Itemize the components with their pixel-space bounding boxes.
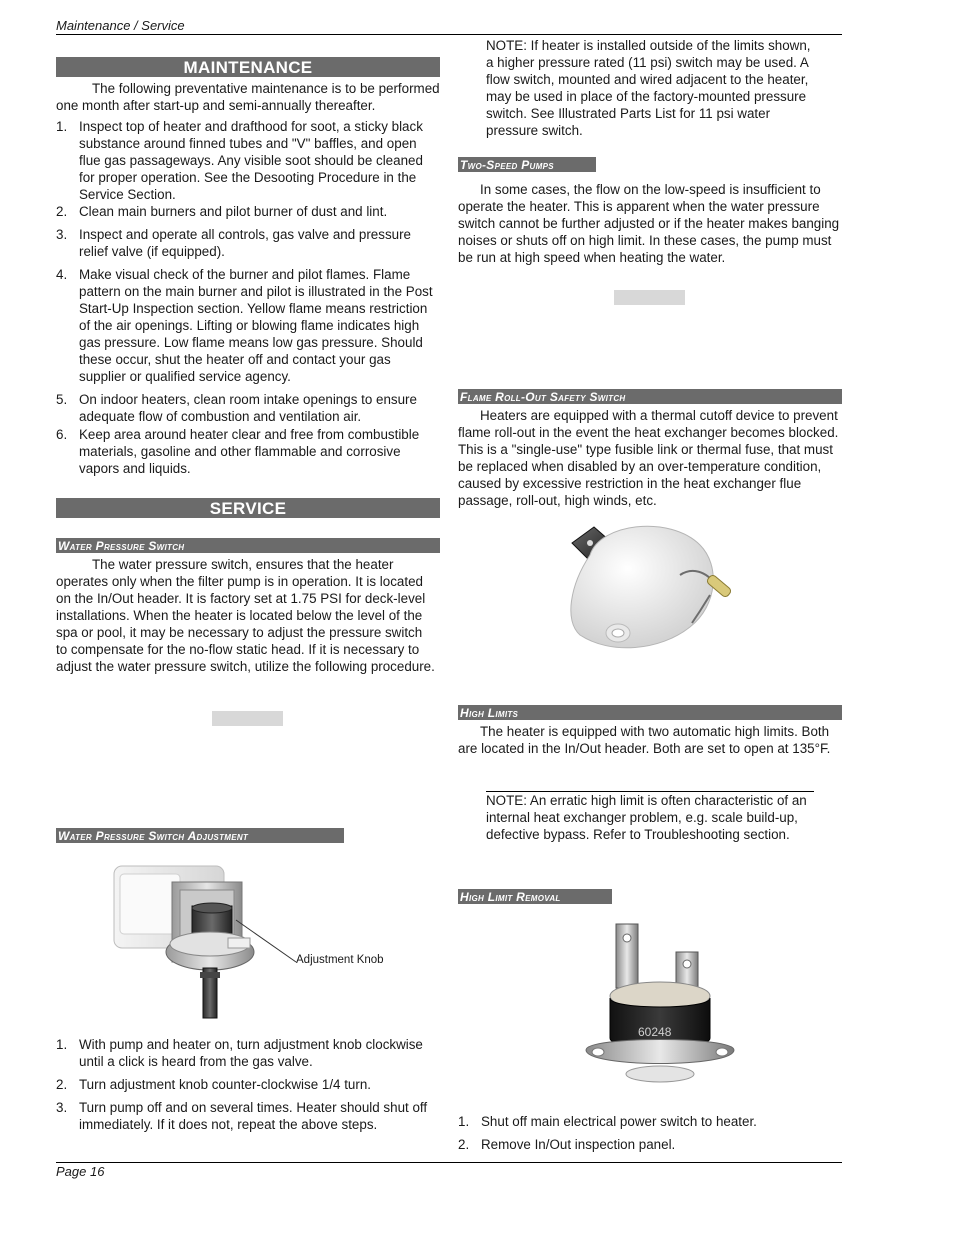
high-limit-part-label: 60248 (638, 1025, 672, 1039)
maintenance-steps (56, 118, 440, 477)
adjustment-knob-caption: Adjustment Knob (296, 954, 384, 966)
maintenance-section (56, 80, 440, 477)
maintenance-heading: MAINTENANCE (56, 57, 440, 77)
placeholder-box (614, 290, 685, 305)
flame-rollout-heading: Flame Roll-Out Safety Switch (458, 389, 842, 404)
adjustment-heading: Water Pressure Switch Adjustment (56, 828, 344, 843)
adjustment-steps-section (56, 1036, 440, 1133)
list-item: 5. On indoor heaters, clean room intake openings to ensure adequate flow of combustion and ventilation air. (56, 392, 417, 424)
service-heading: SERVICE (56, 498, 440, 518)
flame-rollout-section (458, 407, 842, 509)
high-limit-removal-steps-section (458, 1113, 842, 1153)
two-speed-section (458, 181, 842, 266)
high-limit-figure (580, 918, 740, 1088)
water-pressure-switch-body: The water pressure switch, ensures that the heater operates only when the filter pump is in operation. It is located on the In/Out header. It is factory set at 1.75 PSI for deck-level installations. When the heater is located below the level of the spa or pool, it may be necessary to adjust the pressure switch to compensate for the no-flow static head. If it is necessary to adjust the water pressure switch, utilize the following procedure. (56, 557, 435, 674)
list-item: 3. Inspect and operate all controls, gas valve and pressure relief valve (if equipped). (56, 227, 411, 259)
high-limit-removal-heading: High Limit Removal (458, 889, 612, 904)
rollout-switch-figure (560, 515, 760, 665)
maintenance-intro: The following preventative maintenance is to be performed one month after start-up and semi-annually thereafter. (56, 81, 440, 113)
list-item: 1. Shut off main electrical power switch to heater. (458, 1114, 757, 1129)
high-limits-section (458, 723, 842, 757)
two-speed-heading: Two-Speed Pumps (458, 157, 596, 172)
pressure-note: NOTE: If heater is installed outside of the limits shown, a higher pressure rated (11 psi) switch may be used. A flow switch, mounted and wired adjacent to the heater, may be used in place of the factory-mounted pressure switch. See Illustrated Parts List for 11 psi water pressure switch. (486, 38, 811, 138)
header-rule (56, 34, 842, 35)
high-limit-illustration (580, 918, 740, 1088)
list-item: 4. Make visual check of the burner and pilot flames. Flame pattern on the main burner and pilot is illustrated in the Post Start-Up Inspection section. Yellow flame means restriction of the air openings. Lifting or blowing flame indicates high gas pressure. Low flame means low gas pressure. Should these occur, shut the heater off and contact your gas supplier or qualified service agency. (56, 267, 433, 384)
list-item: 2. Remove In/Out inspection panel. (458, 1137, 676, 1152)
list-item: 6. Keep area around heater clear and free from combustible materials, gasoline and other flammable and corrosive vapors and liquids. (56, 427, 420, 476)
page-number: Page 16 (56, 1164, 105, 1179)
placeholder-box (212, 711, 283, 726)
high-limits-heading: High Limits (458, 705, 842, 720)
pressure-switch-illustration (110, 860, 410, 1025)
flame-rollout-body: Heaters are equipped with a thermal cutoff device to prevent flame roll-out in the event the heat exchanger becomes blocked. This is a "single-use" type fusible link or thermal fuse, that must be replaced when disabled by an over-temperature condition, caused by excessive restriction in the heat exchanger flue passage, roll-out, high winds, etc. (458, 408, 839, 508)
water-pressure-switch-section (56, 556, 436, 675)
list-item: 2. Turn adjustment knob counter-clockwise 1/4 turn. (56, 1077, 372, 1092)
pressure-switch-figure (110, 860, 410, 1025)
list-item: 3. Turn pump off and on several times. Heater should shut off immediately. If it does not, repeat the above steps. (56, 1100, 428, 1132)
two-speed-body: In some cases, the flow on the low-speed is insufficient to operate the heater. This is apparent when the water pressure switch cannot be further adjusted or if the heater makes banging noises or shuts off on high limit. In these cases, the pump must be run at high speed when heating the water. (458, 182, 840, 265)
list-item: 1. With pump and heater on, turn adjustment knob clockwise until a click is heard from the gas valve. (56, 1037, 423, 1069)
rollout-switch-illustration (560, 515, 760, 665)
list-item: 2. Clean main burners and pilot burner of dust and lint. (56, 204, 388, 219)
high-limits-body: The heater is equipped with two automatic high limits. Both are located in the In/Out header. Both are set to open at 135°F. (458, 724, 831, 756)
high-limits-note: NOTE: An erratic high limit is often characteristic of an internal heat exchanger problem, e.g. scale build-up, defective bypass. Refer to Troubleshooting section. (486, 793, 807, 842)
water-pressure-switch-heading: Water Pressure Switch (56, 538, 440, 553)
adjustment-steps (56, 1036, 440, 1133)
high-limit-removal-steps (458, 1113, 842, 1153)
running-header: Maintenance / Service (56, 18, 185, 33)
footer-rule (56, 1162, 842, 1163)
list-item: 1. Inspect top of heater and drafthood for soot, a sticky black substance around finned tubes and "V" baffles, and open flue gas passageways. Any visible soot should be cleaned for proper operation. See the Desooting Procedure in the Service Section. (56, 119, 423, 202)
